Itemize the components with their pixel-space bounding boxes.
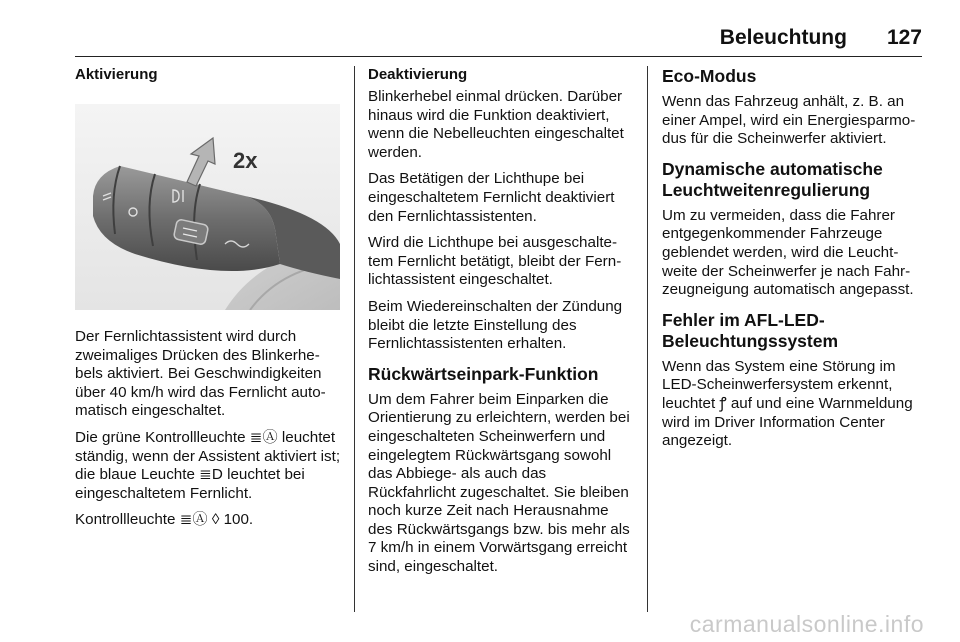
paragraph: Wenn das System eine Störung im LED-Scheinwerfersystem erkennt, leuchtet ꝭ auf und eine Warnmeldung wird im Driver Information Center angezeigt. (662, 357, 913, 450)
heading-leuchtweitenregulierung: Dynamische automatische Leuchtweitenregulierung (662, 158, 883, 200)
afl-warning-icon: ꝭ (719, 394, 727, 412)
paragraph: Um dem Fahrer beim Einparken die Orientierung zu erleichtern, werden bei eingeschalteten Scheinwerfern und eingelegtem Rückwärtsgang sowohl das Abbiege- als auch das Rückfahrlicht zugeschaltet. Sie bleiben noch kurze Zeit nach Herausnahme des Rückwärtsgangs bzw. bis mehr als 7 km/h in einem Vorwärtsgang erreicht sind, eingeschaltet. (368, 390, 630, 576)
column-1 (75, 66, 341, 538)
paragraph: Beim Wiedereinschalten der Zündung bleibt die letzte Einstellung des Fernlichtassistenten erhalten. (368, 297, 623, 353)
column-divider (354, 66, 355, 612)
paragraph: Der Fernlichtassistent wird durch zweimaliges Drücken des Blinkerhebels aktiviert. Bei Geschwindigkeiten über 40 km/h wird das Fernlicht automatisch eingeschaltet. (75, 328, 326, 420)
paragraph: Kontrollleuchte ≣Ⓐ ◊ 100. (75, 511, 254, 529)
page-number: 127 (886, 26, 922, 49)
high-beam-indicator-icon: ≣D (199, 466, 223, 484)
heading-deaktivierung: Deaktivierung (368, 66, 468, 83)
watermark: carmanualsonline.info (689, 611, 924, 637)
heading-rueckwaertseinpark: Rückwärtseinpark-Funktion (368, 363, 599, 384)
page-header (720, 26, 922, 56)
section-title: Beleuchtung (719, 26, 847, 49)
turn-signal-lever-figure (75, 104, 340, 310)
heading-eco-modus: Eco-Modus (662, 66, 757, 86)
paragraph: Wird die Lichthupe bei ausgeschaltetem Fernlicht betätigt, bleibt der Fernlichtassistent eingeschaltet. (368, 234, 622, 289)
header-rule (75, 56, 922, 57)
auto-high-beam-indicator-icon: ≣Ⓐ (179, 511, 208, 529)
column-2 (368, 66, 634, 585)
paragraph: Das Betätigen der Lichthupe bei eingeschaltetem Fernlicht deaktiviert den Fernlichtassistenten. (368, 170, 615, 225)
column-3 (662, 66, 928, 459)
press-count-label: 2x (233, 148, 258, 173)
auto-high-beam-indicator-icon: ≣Ⓐ (249, 428, 278, 446)
paragraph: Die grüne Kontrollleuchte ≣Ⓐ leuchtet ständig, wenn der Assistent aktiviert ist; die blaue Leuchte ≣D leuchtet bei eingeschaltetem Fernlicht. (75, 428, 341, 502)
heading-aktivierung: Aktivierung (75, 66, 158, 83)
column-divider (647, 66, 648, 612)
paragraph: Blinkerhebel einmal drücken. Darüber hinaus wird die Funktion deaktiviert, wenn die Nebelleuchten eingeschaltet werden. (368, 88, 624, 161)
heading-afl-fehler: Fehler im AFL-LED-Beleuchtungssystem (662, 309, 839, 351)
paragraph: Wenn das Fahrzeug anhält, z. B. an einer Ampel, wird ein Energiesparmodus für die Scheinwerfer aktiviert. (662, 93, 916, 148)
page-reference-icon: ◊ (211, 511, 220, 529)
paragraph: Um zu vermeiden, dass die Fahrer entgegenkommender Fahrzeuge geblendet werden, wird die Leuchtweite der Scheinwerfer je nach Fahrzeugneigung automatisch angepasst. (662, 206, 914, 299)
